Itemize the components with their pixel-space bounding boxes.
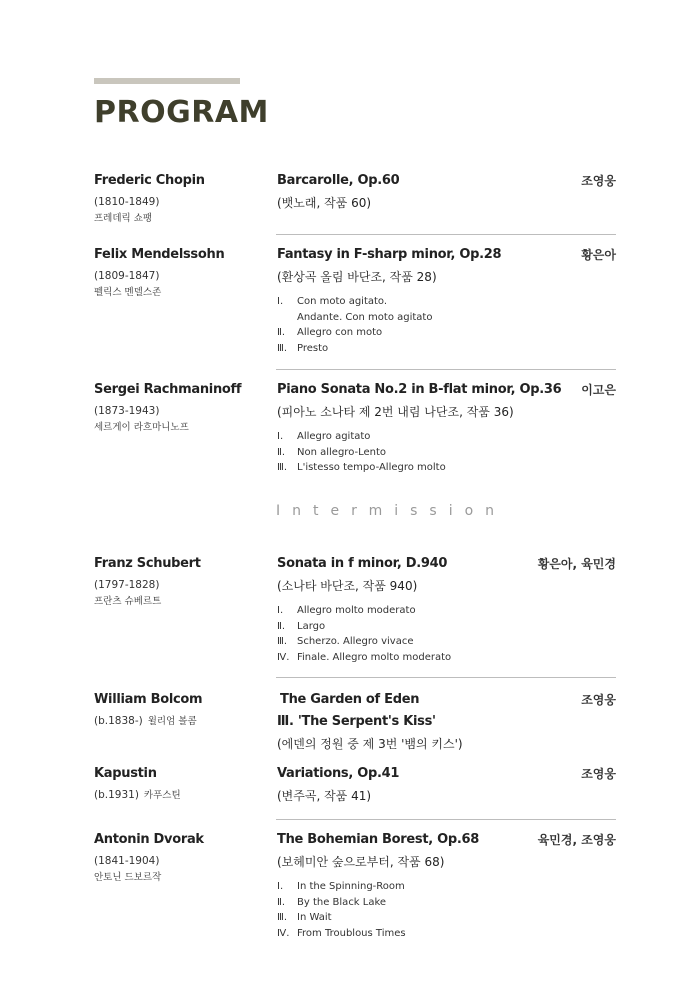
movement-title: L'istesso tempo-Allegro molto [297,462,446,473]
work-korean-title: (뱃노래, 작품 60) [277,196,372,210]
performer: 황은아 [581,248,616,262]
movement-item [277,445,616,461]
composer-korean-name: 윌리엄 볼콤 [147,716,197,727]
work-korean-title: (피아노 소나타 제 2번 내림 나단조, 작품 36) [277,405,514,419]
movement-number: Ⅳ. [277,927,290,939]
movement-title: Finale. Allegro molto moderato [297,651,452,663]
movement-item [277,294,616,310]
composer-name: Kapustin [94,766,157,781]
work-korean-title: (에덴의 정원 중 제 3번 '뱀의 키스') [277,737,463,751]
movement-title: By the Black Lake [297,896,387,908]
page-title: PROGRAM [94,95,269,130]
work-korean-title: (환상곡 올림 바단조, 작품 28) [277,270,437,284]
work-korean-title: (소나타 바단조, 작품 940) [277,579,418,593]
movement-item [277,895,616,911]
composer-info [94,831,274,884]
composer-korean-name: 안토닌 드보르작 [94,872,162,883]
composer-korean-name: 카푸스틴 [143,790,181,801]
movement-number: Ⅱ. [277,896,286,908]
movement-item [277,429,616,445]
work-info [277,691,616,753]
movement-item [277,910,616,926]
movement-list [277,429,616,476]
composer-dates: (1873-1943) [94,405,160,417]
divider [276,677,616,678]
composer-name: Frederic Chopin [94,173,205,188]
composer-dates-value: (b.1838-) [94,715,143,727]
movement-item [277,634,616,650]
movement-item [277,619,616,635]
work-title: The Garden of Eden [280,692,420,707]
work-movement-title: Ⅲ. 'The Serpent's Kiss' [277,714,436,729]
work-title: Variations, Op.41 [277,766,400,781]
movement-list [277,294,616,356]
composer-name: Sergei Rachmaninoff [94,382,242,397]
work-title: Barcarolle, Op.60 [277,173,400,188]
work-info [277,381,616,476]
composer-dates: (1810-1849) [94,196,160,208]
work-info [277,246,616,356]
performer: 이고은 [581,383,616,397]
movement-number: Ⅱ. [277,620,286,632]
composer-dates [94,788,274,803]
composer-dates: (1797-1828) [94,579,160,591]
composer-info [94,172,274,225]
movement-number: Ⅲ. [277,636,288,647]
movement-item [277,341,616,357]
work-korean-title: (보헤미안 숲으로부터, 작품 68) [277,855,445,869]
movement-title: Con moto agitato. [297,296,388,307]
composer-name: William Bolcom [94,692,203,707]
movement-number: Ⅲ. [277,462,288,473]
composer-korean-name: 프레데릭 쇼팽 [94,213,153,224]
composer-name: Franz Schubert [94,556,201,571]
intermission-label: Intermission [276,503,507,519]
movement-item [277,310,616,326]
movement-number: Ⅰ. [277,881,284,892]
composer-info [94,246,274,299]
movement-title: In Wait [297,912,332,923]
composer-dates [94,714,274,729]
movement-item [277,926,616,942]
work-title: Fantasy in F-sharp minor, Op.28 [277,247,502,262]
movement-number: Ⅰ. [277,296,284,307]
work-title: The Bohemian Borest, Op.68 [277,832,480,847]
divider [276,819,616,820]
movement-number: Ⅲ. [277,342,288,354]
movement-title: Allegro molto moderato [297,605,416,616]
movement-title: Allegro agitato [297,431,371,442]
movement-title: Largo [297,620,326,632]
movement-item [277,879,616,895]
performer: 육민경, 조영웅 [537,833,616,847]
movement-number: Ⅳ. [277,651,290,663]
composer-info [94,555,274,608]
composer-dates: (1841-1904) [94,855,160,867]
work-info [277,765,616,805]
composer-name: Antonin Dvorak [94,832,204,847]
composer-info [94,765,274,803]
movement-number: Ⅲ. [277,912,288,923]
movement-title: Scherzo. Allegro vivace [297,636,414,647]
movement-number: Ⅱ. [277,327,286,338]
movement-list [277,603,616,665]
title-accent-bar [94,78,240,84]
work-title: Sonata in f minor, D.940 [277,556,448,571]
performer: 조영웅 [581,174,616,188]
divider [276,234,616,235]
performer: 조영웅 [581,767,616,781]
movement-title: Presto [297,342,329,354]
movement-list [277,879,616,941]
movement-title: In the Spinning-Room [297,881,405,892]
performer: 조영웅 [581,693,616,707]
movement-title: Andante. Con moto agitato [297,311,433,323]
composer-korean-name: 프란츠 슈베르트 [94,596,162,607]
composer-info [94,381,274,434]
movement-title: Allegro con moto [297,327,383,338]
movement-title: Non allegro-Lento [297,446,387,458]
movement-item [277,460,616,476]
composer-korean-name: 펠릭스 멘델스존 [94,287,162,298]
movement-number: Ⅱ. [277,446,286,458]
composer-info [94,691,274,729]
composer-dates-value: (b.1931) [94,789,139,801]
movement-number: Ⅰ. [277,431,284,442]
work-title: Piano Sonata No.2 in B-flat minor, Op.36 [277,382,562,397]
composer-dates: (1809-1847) [94,270,160,282]
movement-number: Ⅰ. [277,605,284,616]
work-korean-title: (변주곡, 작품 41) [277,789,372,803]
movement-title: From Troublous Times [297,927,406,939]
movement-item [277,650,616,666]
movement-item [277,603,616,619]
performer: 황은아, 육민경 [537,557,616,571]
composer-korean-name: 세르게이 라흐마니노프 [94,422,189,433]
composer-name: Felix Mendelssohn [94,247,225,262]
work-info [277,172,616,212]
movement-item [277,325,616,341]
divider [276,369,616,370]
